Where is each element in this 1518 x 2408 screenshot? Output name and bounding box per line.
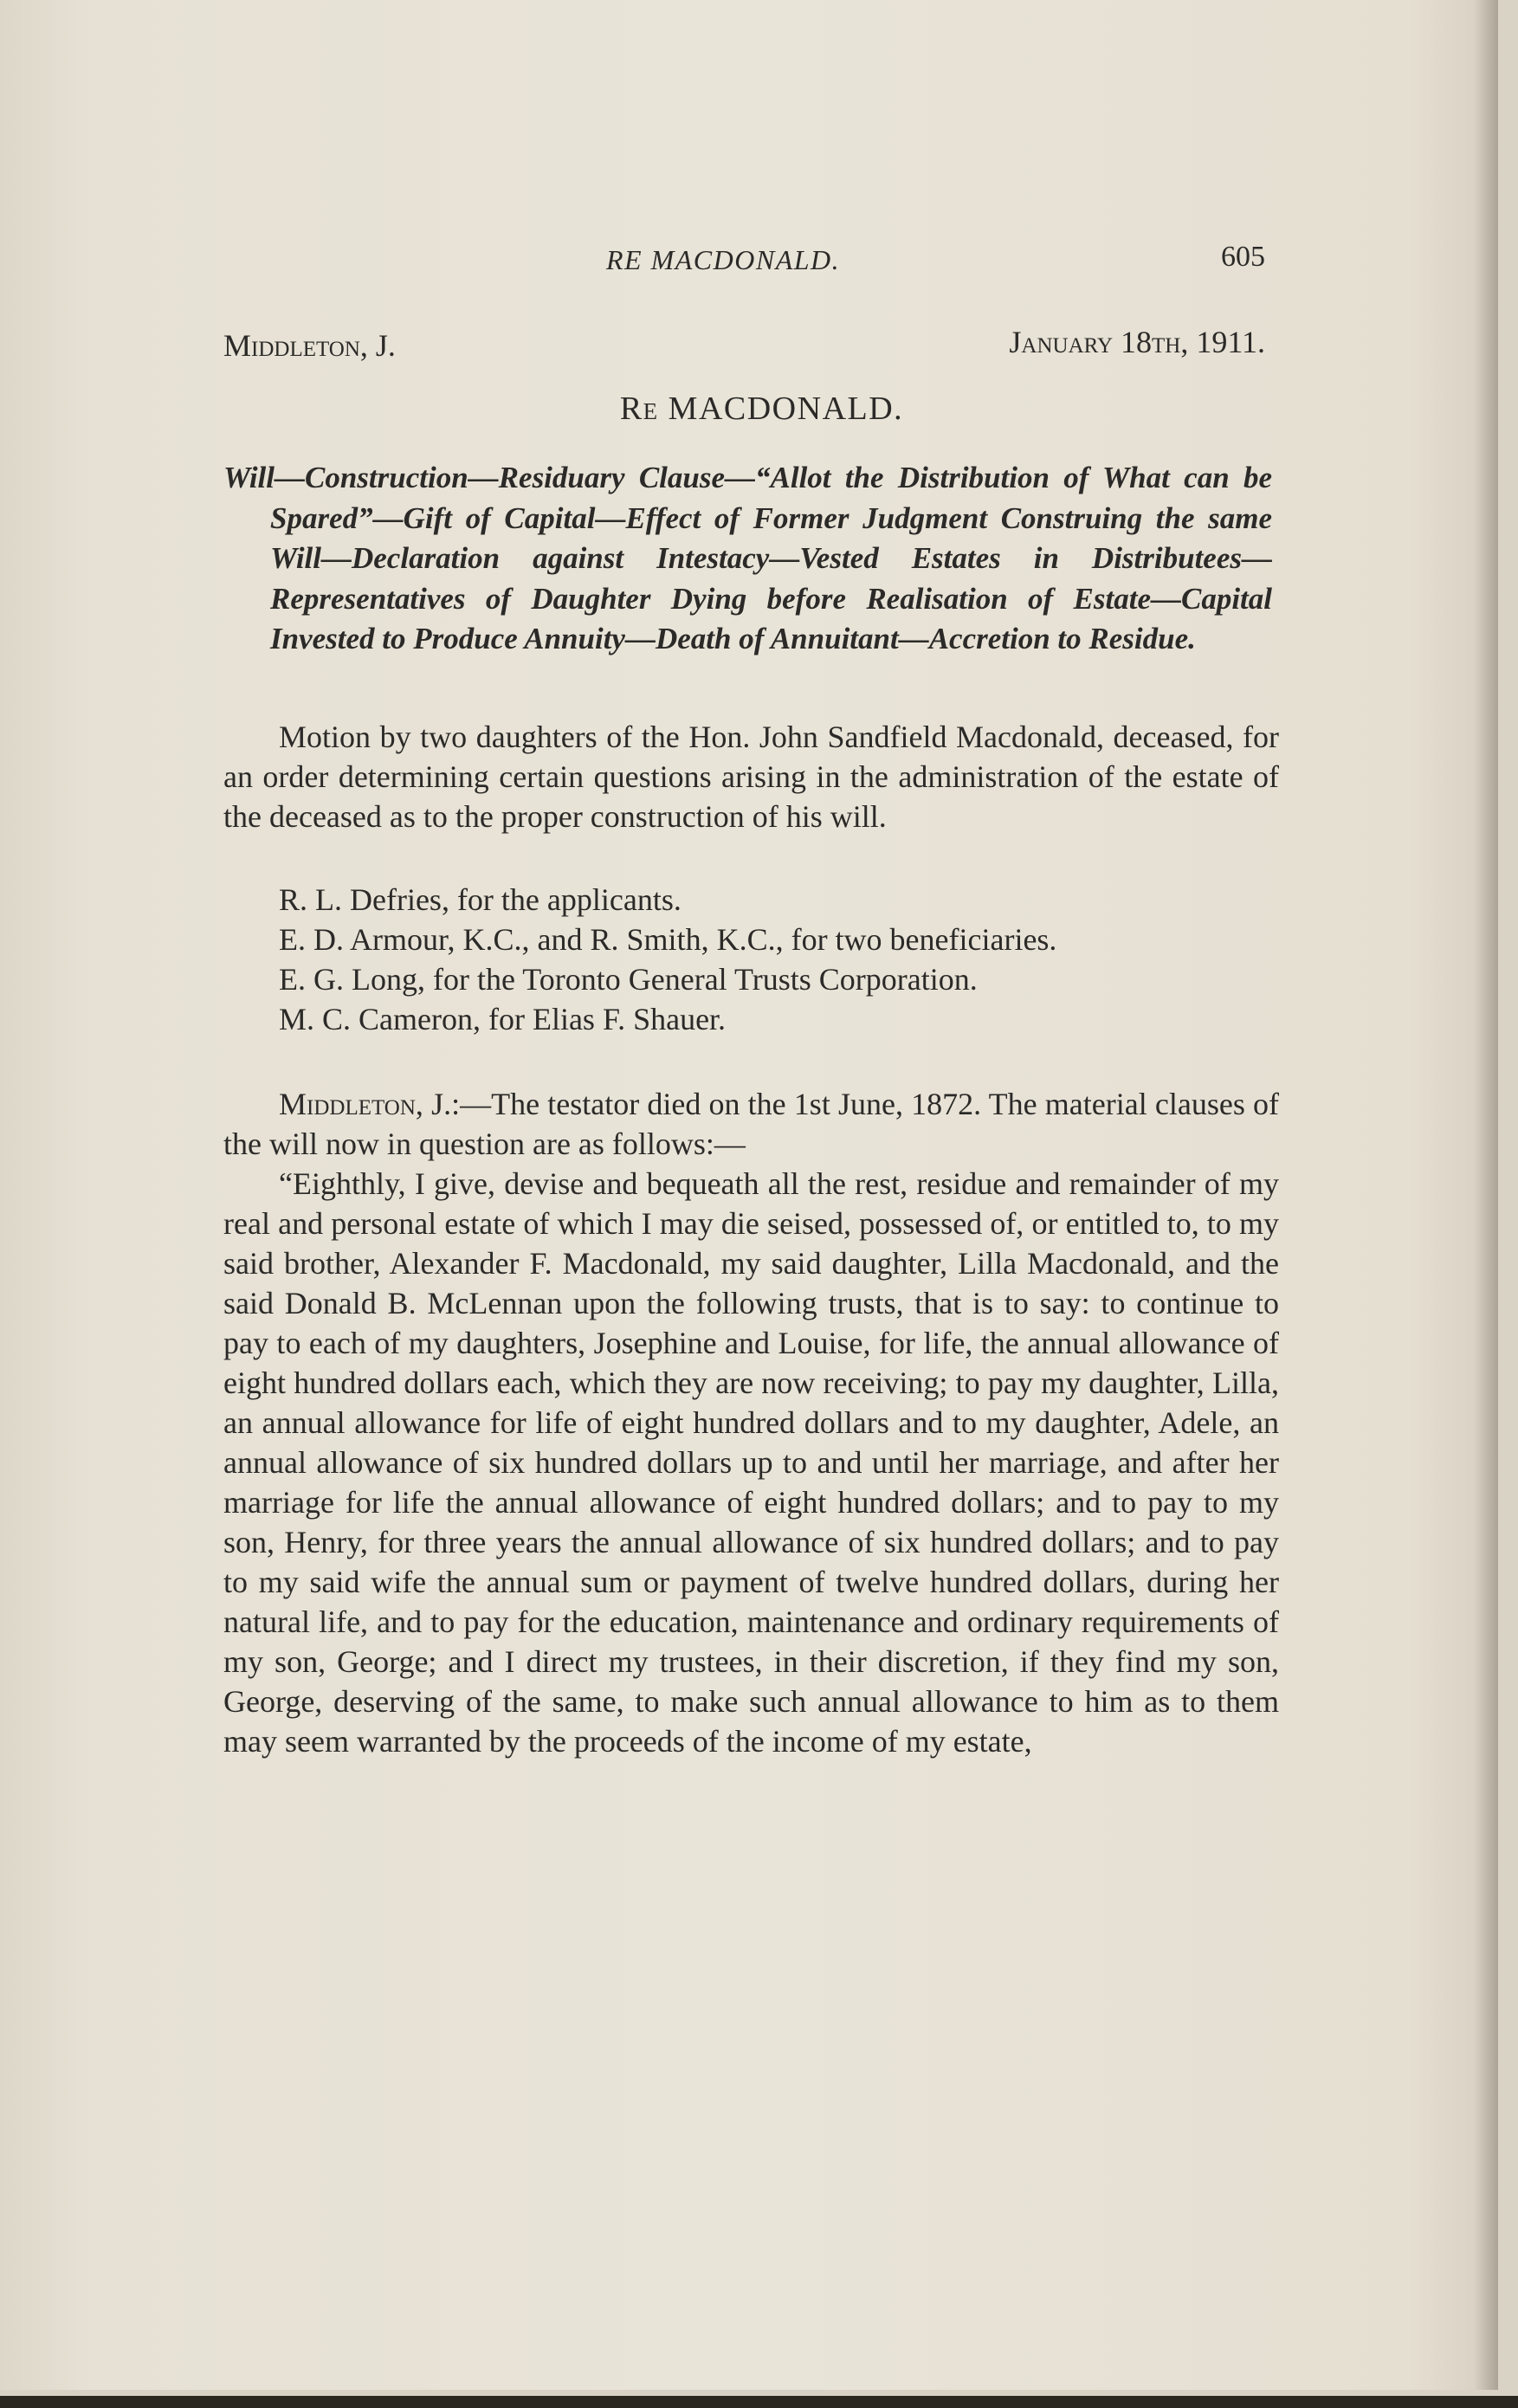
judgment-judge: Middleton, J. xyxy=(279,1086,452,1121)
judge-name: Middleton, J. xyxy=(223,328,396,363)
case-title: Re MACDONALD. xyxy=(619,391,904,427)
judge-date-line xyxy=(223,325,1279,381)
judgment-intro xyxy=(223,1084,1279,1164)
headnote: Will—Construction—Residuary Clause—“Allot the Distribution of What can be Spared”—Gift of Capital—Effect of Former Judgment Construing the same Will—Declaration against Intestacy—Vested Estates in Distributees—Representatives of Daughter Dying before Realisation of Estate—Capital Invested to Produce Annuity—Death of Annuitant—Accretion to Residue. xyxy=(223,461,1272,655)
running-head xyxy=(244,234,1279,286)
counsel-entry: E. G. Long, for the Toronto General Trusts Corporation. xyxy=(279,961,978,997)
counsel-entry: M. C. Cameron, for Elias F. Shauer. xyxy=(279,1001,727,1036)
page-number: 605 xyxy=(1221,241,1265,273)
judgment-date: January 18th, 1911. xyxy=(1009,325,1265,359)
judgment-intro-text: :—The testator died on the 1st June, 1872. The material clauses of the will now in question are as follows:— xyxy=(223,1086,1279,1161)
spine-shadow xyxy=(1474,0,1498,2390)
running-title: RE MACDONALD. xyxy=(606,244,841,275)
motion-paragraph: Motion by two daughters of the Hon. John Sandfield Macdonald, deceased, for an order determining certain questions arising in the administration of the estate of the deceased as to the proper construction of his will. xyxy=(223,719,1279,834)
counsel-entry: R. L. Defries, for the applicants. xyxy=(279,881,681,917)
counsel-entry: E. D. Armour, K.C., and R. Smith, K.C., for two beneficiaries. xyxy=(279,921,1057,957)
page-bottom-edge xyxy=(0,2396,1518,2408)
page-text xyxy=(223,234,1279,1761)
counsel-list xyxy=(223,880,1279,1039)
will-excerpt: “Eighthly, I give, devise and bequeath all the rest, residue and remainder of my real and personal estate of which I may die seised, possessed of, or entitled to, to my said brother, Alexander F. Macdonald, my said daughter, Lilla Macdonald, and the said Donald B. McLennan upon the following trusts, that is to say: to continue to pay to each of my daughters, Josephine and Louise, for life, the annual allowance of eight hundred dollars each, which they are now receiving; to pay my daughter, Lilla, an annual allowance for life of eight hundred dollars and to my daughter, Adele, an annual allowance of six hundred dollars up to and until her marriage, and after her marriage for life the annual allowance of eight hundred dollars; and to pay to my son, Henry, for three years the annual allowance of six hundred dollars; and to pay to my said wife the annual sum or payment of twelve hundred dollars, during her natural life, and to pay for the education, maintenance and ordinary requirements of my son, George; and I direct my trustees, in their discretion, if they find my son, George, deserving of the same, to make such annual allowance to him as to them may seem warranted by the proceeds of the income of my estate, xyxy=(223,1165,1279,1759)
